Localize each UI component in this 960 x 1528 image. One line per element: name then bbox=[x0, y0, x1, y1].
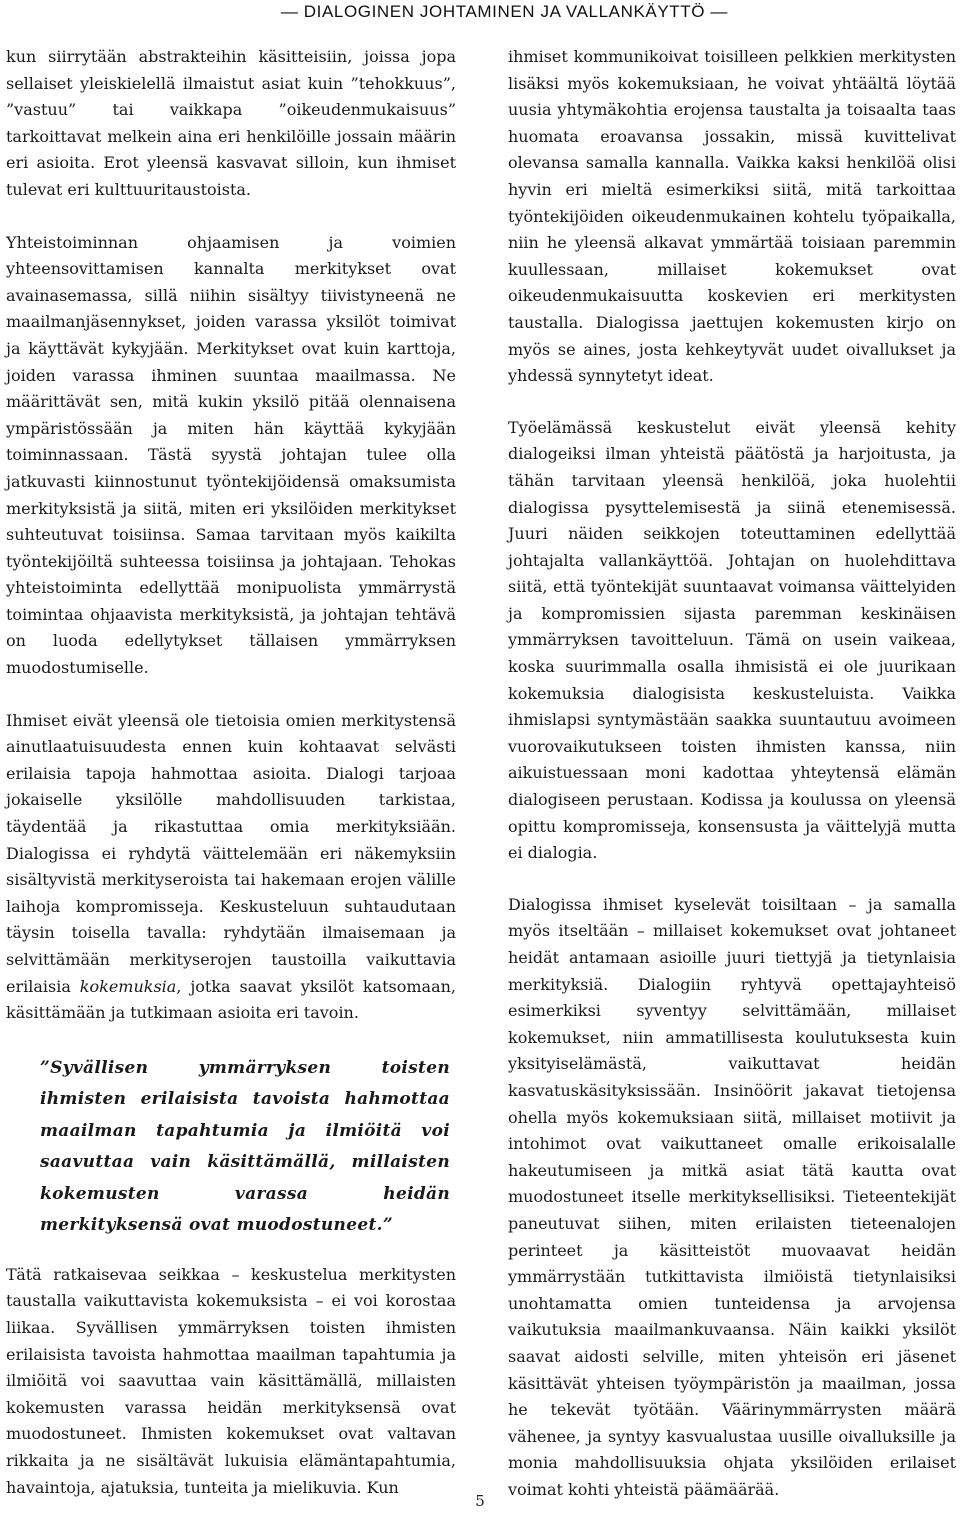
right-paragraph-3: Dialogissa ihmiset kyselevät toisiltaan – ja samalla myös itseltään – millaiset kokemukset ovat johtaneet heidät antamaan asioille juuri tiettyjä ja tietynlaisia merkityksiä. Dialogiin ryhtyvä opettajayhteisö esimerkiksi syventyy selvittämään, millaiset kokemukset, niin ammatillisesta koulutuksesta kuin yksityiselämästä, vaikuttavat heidän kasvatuskäsityksissään. Insinöörit jakavat tietojensa ohella myös kokemuksiaan siitä, millaiset motiivit ja intohimot ovat vaikuttaneet omalle erikoisalalle hakeutumiseen ja mitkä asiat tätä kautta ovat muodostuneet itselle merkityksellisiksi. Tieteentekijät paneutuvat siihen, miten erilaisten tieteenalojen perinteet ja käsitteistöt muovaavat heidän ymmärrystään tutkittavista ilmiöistä tietynlaisiksi unohtamatta omien tunteidensa ja arvojensa vaikutuksia maailmankuvaansa. Näin kaikki yksilöt saavat aidosti selville, miten yhteisön eri jäsenet käsittävät yhteisen työympäristön ja maailman, jossa he tekevät työtään. Väärinymmärrysten määrä vähenee, ja syntyy kasvualustaa uusille oivalluksille ja monia mahdollisuuksia ohjata yksilöiden erilaiset voimat kohti yhteistä päämäärää. bbox=[508, 894, 956, 1499]
right-paragraph-2: Työelämässä keskustelut eivät yleensä kehity dialogeiksi ilman yhteistä päätöstä ja harjoitusta, ja tähän tarvitaan yleensä henkilöä, joka huolehtii dialogissa pysyttelemisestä ja siinä etenemisessä. Juuri näiden seikkojen toteuttaminen edellyttää johtajalta vallankäyttöä. Johtajan on huolehdittava siitä, että työntekijät suuntaavat voimansa väittelyiden ja kompromissien sijasta paremman keskinäisen ymmärryksen tavoitteluun. Tämä on usein vaikeaa, koska suurimmalla osalla ihmisistä ei ole juurikaan kokemuksia dialogisista keskusteluista. Vaikka ihmislapsi syntymästään saakka suuntautuu avoimeen vuorovaikutukseen toisten ihmisten kanssa, niin aikuistuessaan moni kadottaa yhteytensä elämän dialogiseen perustaan. Kodissa ja koulussa on yleensä opittu kompromisseja, konsensusta ja väittelyjä mutta ei dialogia. bbox=[508, 417, 956, 863]
left-column bbox=[6, 44, 456, 1527]
left-paragraph-4: Tätä ratkaisevaa seikkaa – keskustelua merkitysten taustalla vaikuttavista kokemuksista – ei voi korostaa liikaa. Syvällisen ymmärryksen toisten ihmisten erilaisista tavoista hahmottaa maailman tapahtumia ja ilmiöitä voi saavuttaa vain käsittämällä, millaisten kokemusten varassa heidän merkityksensä ovat muodostuneet. Ihmisten kokemukset ovat valtavan rikkaita ja ne sisältävät lukuisia elämäntapahtumia, havaintoja, ajatuksia, tunteita ja mielikuvia. Kun bbox=[6, 1264, 456, 1497]
right-column bbox=[508, 44, 956, 1528]
header-title: — DIALOGINEN JOHTAMINEN JA VALLANKÄYTTÖ — bbox=[280, 2, 728, 21]
page-number: 5 bbox=[475, 1492, 485, 1510]
left-paragraph-1: kun siirrytään abstrakteihin käsitteisiin, joissa jopa sellaiset yleiskielellä ilmaistut asiat kuin ”tehokkuus”, ”vastuu” tai vaikkapa ”oikeudenmukaisuus” tarkoittavat melkein aina eri henkilöille jossain määrin eri asioita. Erot yleensä kasvavat silloin, kun ihmiset tulevat eri kulttuuritaustoista. bbox=[6, 47, 456, 199]
running-header bbox=[0, 0, 960, 26]
emphasized-word: kokemuksia bbox=[79, 976, 177, 996]
left-paragraph-2: Yhteistoiminnan ohjaamisen ja voimien yhteensovittamisen kannalta merkitykset ovat avainasemassa, sillä niihin sisältyy tiivistyneenä ne maailmanjäsennykset, joiden varassa yksilöt toimivat ja käyttävät kykyjään. Merkitykset ovat kuin karttoja, joiden varassa ihminen suuntaa maailmassa. Ne määrittävät sen, mitä kukin yksilö pitää olennaisena ympäristössään ja miten hän käyttää kykyjään toiminnassaan. Tästä syystä johtajan tulee olla jatkuvasti kiinnostunut työntekijöidensä omaksumista merkityksistä ja siitä, miten eri yksilöiden merkitykset suhteutuvat toisiinsa. Samaa tarvitaan myös kaikilta työntekijöiltä suhteessa toisiinsa ja johtajaan. Tehokas yhteistoiminta edellyttää monipuolista ymmärrystä toimintaa ohjaavista merkityksistä, ja johtajan tehtävä on luoda edellytykset tällaisen ymmärryksen muodostumiselle. bbox=[6, 232, 456, 678]
pull-quote: ”Syvällisen ymmärryksen toisten ihmisten erilaisista tavoista hahmottaa maailman tapahtumia ja ilmiöitä voi saavuttaa vain käsittämällä, millaisten kokemusten varassa heidän merkityksensä ovat muodostuneet.” bbox=[40, 1057, 450, 1236]
left-paragraph-3 bbox=[6, 708, 456, 1027]
left-paragraph-3-part-1: Ihmiset eivät yleensä ole tietoisia omien merkitystensä ainutlaatuisuudesta ennen kuin kohtaavat selvästi erilaisia tapoja hahmottaa asioita. Dialogi tarjoaa jokaiselle yksilölle mahdollisuuden tarkistaa, täydentää ja rikastuttaa omia merkityksiään. Dialogissa ei ryhdytä väittelemään eri näkemyksiin sisältyvistä merkityseroista tai hakemaan erojen välille laihoja kompromisseja. Keskusteluun suhtaudutaan täysin toisella tavalla: ryhdytään ilmaisemaan ja selvittämään merkityserojen taustoilla vaikuttavia erilaisia bbox=[6, 710, 456, 996]
right-paragraph-1: ihmiset kommunikoivat toisilleen pelkkien merkitysten lisäksi myös kokemuksiaan, he voivat yhtäältä löytää uusia yhtymäkohtia erojensa taustalta ja toisaalta taas huomata eroavansa jossakin, missä kuvittelivat olevansa samalla kannalla. Vaikka kaksi henkilöä olisi hyvin eri mieltä esimerkiksi siitä, mitä tarkoittaa työntekijöiden oikeudenmukainen kohtelu työpaikalla, niin he yleensä alkavat ymmärtää toisiaan paremmin kuullessaan, millaiset kokemukset ovat oikeudenmukaisuutta koskevien eri merkitysten taustalla. Dialogissa jaettujen kokemusten kirjo on myös se aines, josta kehkeytyvät uudet oivallukset ja yhdessä synnytetyt ideat. bbox=[508, 47, 956, 386]
left-paragraph-3-part-2: , jotka saavat yksilöt katsomaan, käsittämään ja tutkimaan asioita eri tavoin. bbox=[6, 976, 457, 1023]
